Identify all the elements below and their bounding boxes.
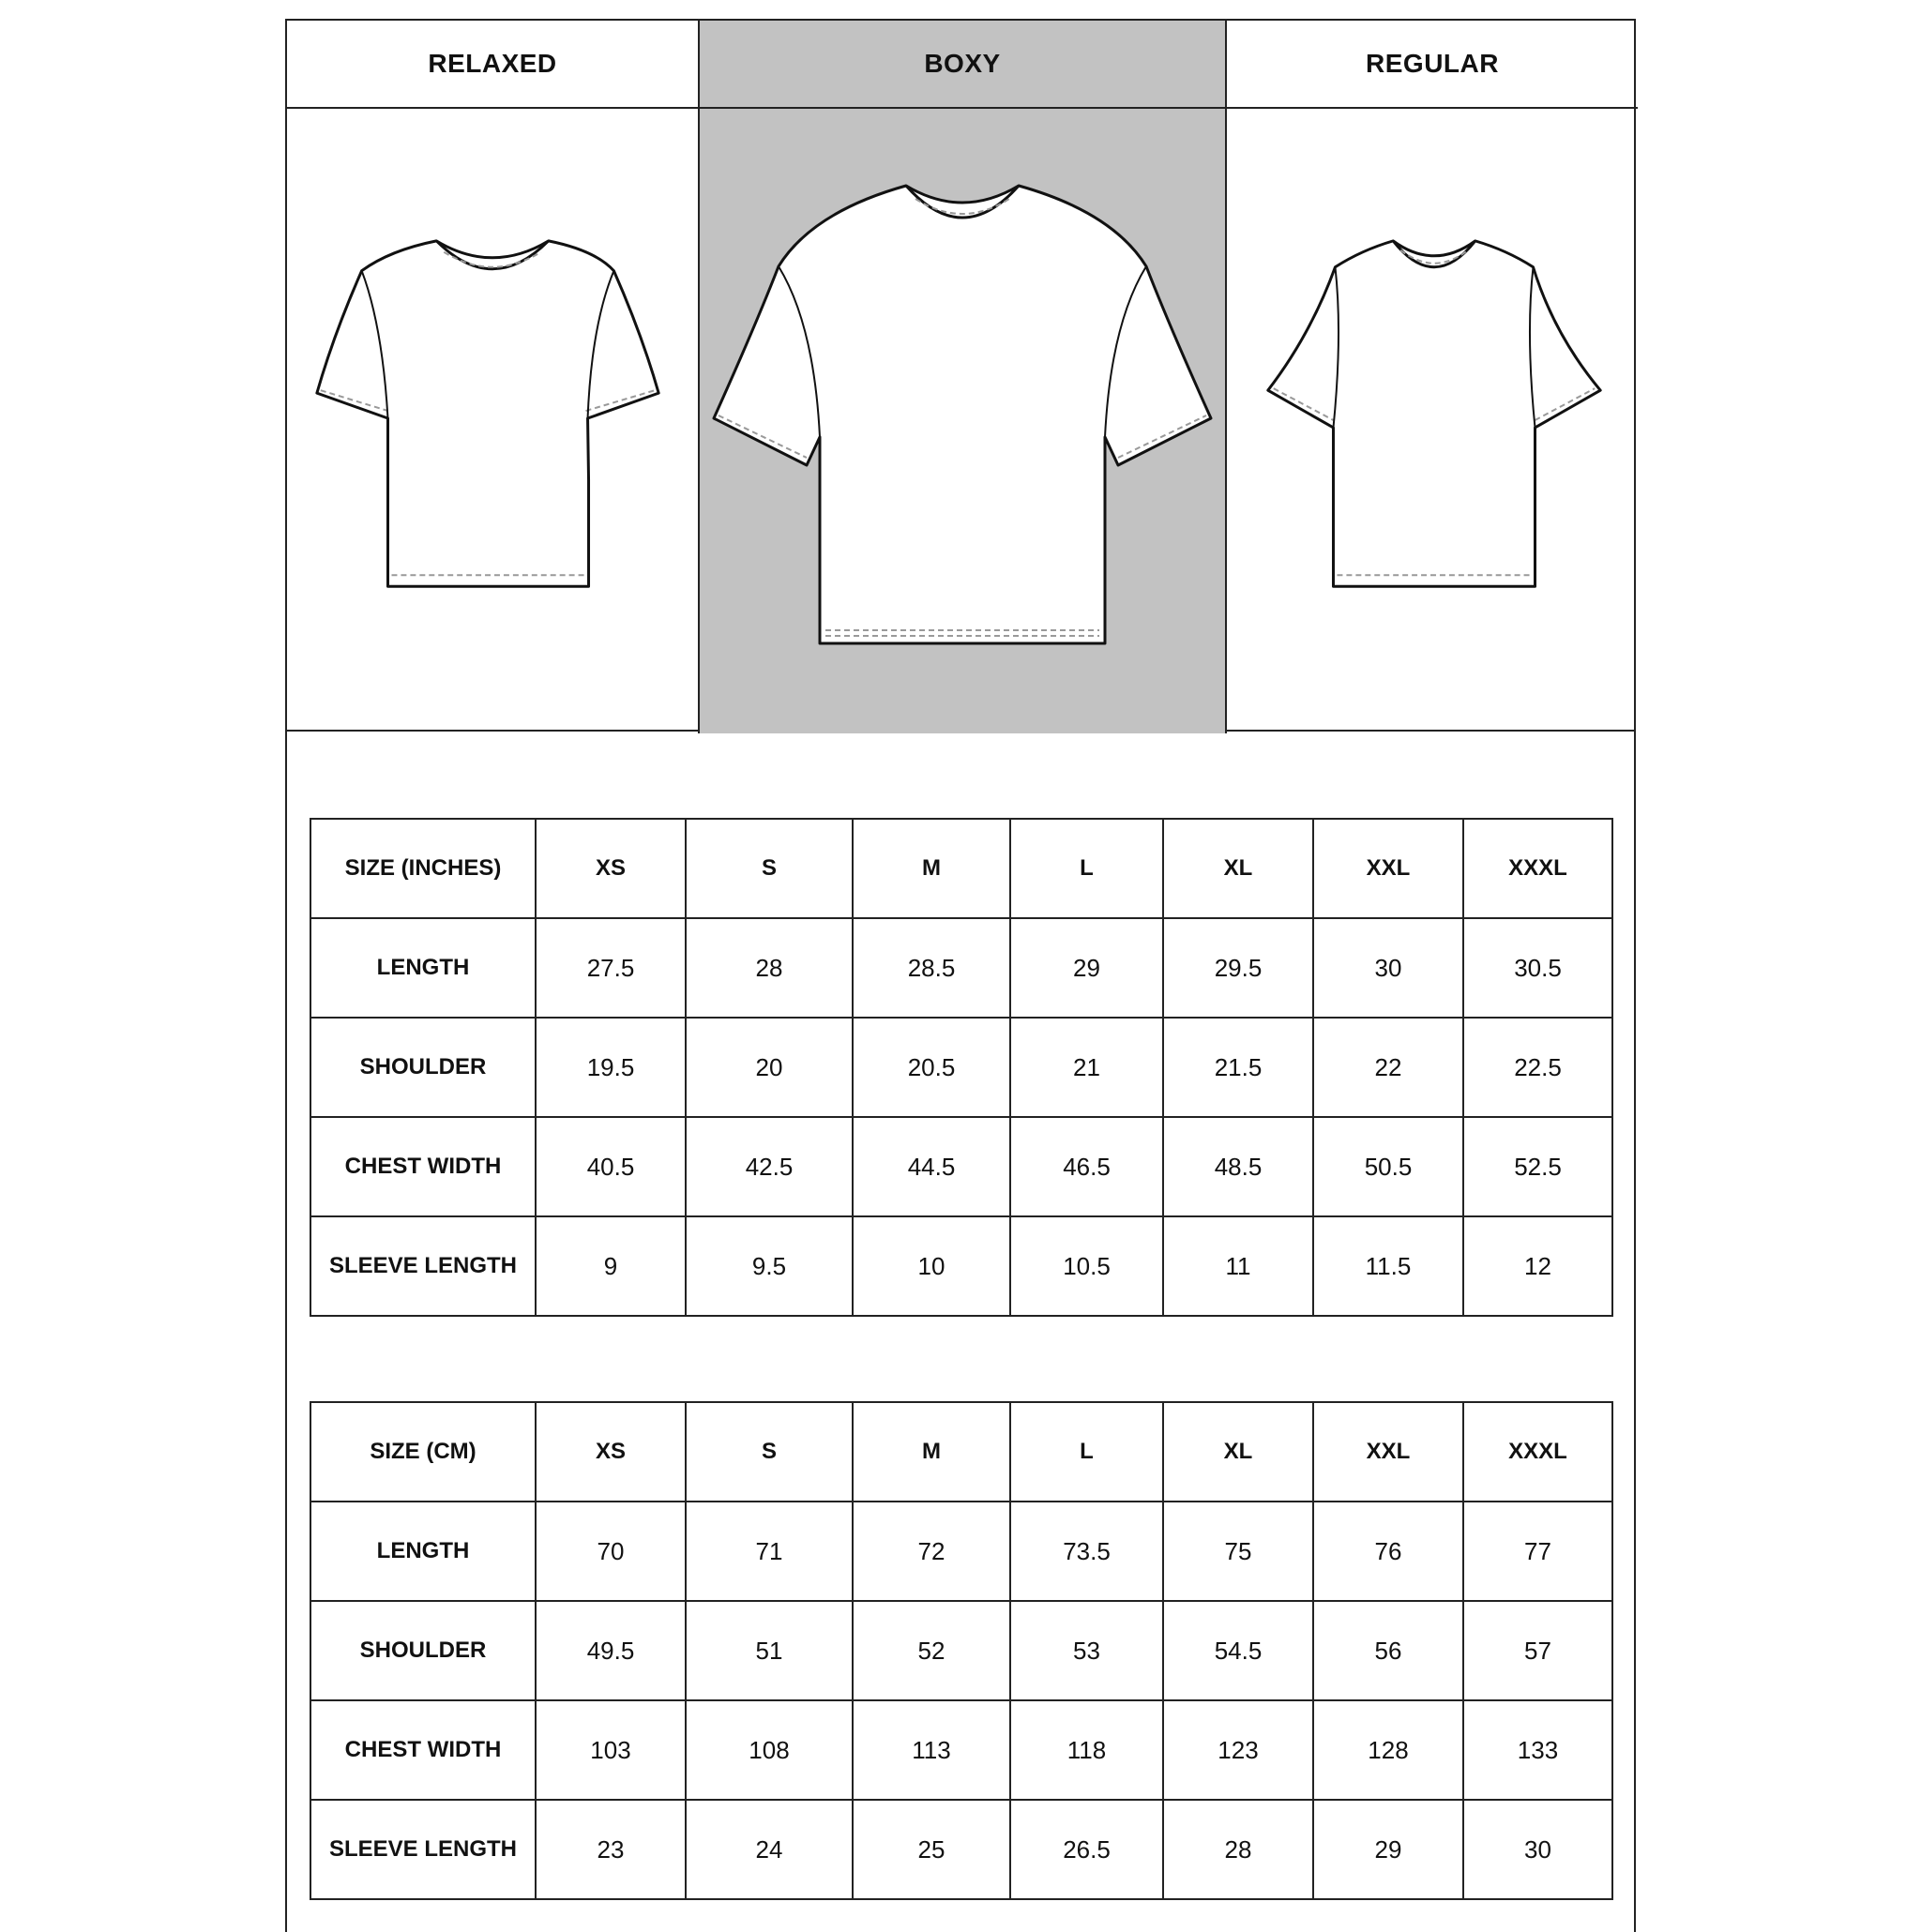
value-cell: 30: [1463, 1800, 1612, 1899]
header-cell: XS: [536, 1402, 686, 1502]
value-cell: 20.5: [853, 1018, 1010, 1117]
value-cell: 10: [853, 1216, 1010, 1316]
fit-image-boxy: [700, 109, 1225, 733]
value-cell: 50.5: [1313, 1117, 1463, 1216]
table-header-row: [310, 819, 1612, 918]
value-cell: 23: [536, 1800, 686, 1899]
header-cell: XS: [536, 819, 686, 918]
value-cell: 20: [686, 1018, 853, 1117]
value-cell: 29.5: [1163, 918, 1313, 1018]
value-cell: 72: [853, 1502, 1010, 1601]
value-cell: 49.5: [536, 1601, 686, 1700]
value-cell: 21.5: [1163, 1018, 1313, 1117]
fit-comparison: [285, 19, 1636, 732]
value-cell: 22: [1313, 1018, 1463, 1117]
fit-image-regular: [1225, 109, 1638, 733]
value-cell: 19.5: [536, 1018, 686, 1117]
fit-label-boxy: BOXY: [700, 21, 1225, 109]
value-cell: 118: [1010, 1700, 1163, 1800]
value-cell: 56: [1313, 1601, 1463, 1700]
row-label: SHOULDER: [310, 1018, 536, 1117]
regular-tshirt-icon: [1227, 109, 1638, 733]
header-cell: XL: [1163, 1402, 1313, 1502]
table-row: [310, 1018, 1612, 1117]
header-cell: L: [1010, 819, 1163, 918]
value-cell: 24: [686, 1800, 853, 1899]
value-cell: 113: [853, 1700, 1010, 1800]
value-cell: 133: [1463, 1700, 1612, 1800]
fit-label-regular: REGULAR: [1225, 21, 1638, 109]
row-label: LENGTH: [310, 1502, 536, 1601]
table-row: [310, 1117, 1612, 1216]
fit-label-relaxed: RELAXED: [287, 21, 700, 109]
row-label: SHOULDER: [310, 1601, 536, 1700]
boxy-tshirt-icon: [700, 109, 1225, 733]
value-cell: 26.5: [1010, 1800, 1163, 1899]
value-cell: 29: [1010, 918, 1163, 1018]
header-cell: XXXL: [1463, 819, 1612, 918]
fit-image-relaxed: [287, 109, 700, 733]
table-header-row: [310, 1402, 1612, 1502]
row-label: CHEST WIDTH: [310, 1117, 536, 1216]
header-cell: S: [686, 819, 853, 918]
value-cell: 57: [1463, 1601, 1612, 1700]
value-cell: 22.5: [1463, 1018, 1612, 1117]
value-cell: 77: [1463, 1502, 1612, 1601]
header-cell: XXL: [1313, 1402, 1463, 1502]
value-cell: 71: [686, 1502, 853, 1601]
value-cell: 76: [1313, 1502, 1463, 1601]
value-cell: 29: [1313, 1800, 1463, 1899]
value-cell: 28.5: [853, 918, 1010, 1018]
value-cell: 42.5: [686, 1117, 853, 1216]
value-cell: 53: [1010, 1601, 1163, 1700]
size-table-cm: [310, 1401, 1613, 1900]
value-cell: 48.5: [1163, 1117, 1313, 1216]
value-cell: 54.5: [1163, 1601, 1313, 1700]
value-cell: 30: [1313, 918, 1463, 1018]
value-cell: 11: [1163, 1216, 1313, 1316]
value-cell: 75: [1163, 1502, 1313, 1601]
table-row: [310, 1700, 1612, 1800]
header-cell: SIZE (INCHES): [310, 819, 536, 918]
value-cell: 10.5: [1010, 1216, 1163, 1316]
value-cell: 40.5: [536, 1117, 686, 1216]
value-cell: 52.5: [1463, 1117, 1612, 1216]
header-cell: XXL: [1313, 819, 1463, 918]
header-cell: XL: [1163, 819, 1313, 918]
value-cell: 52: [853, 1601, 1010, 1700]
value-cell: 25: [853, 1800, 1010, 1899]
size-table-inches: [310, 818, 1613, 1317]
table-row: [310, 918, 1612, 1018]
value-cell: 11.5: [1313, 1216, 1463, 1316]
header-cell: S: [686, 1402, 853, 1502]
row-label: CHEST WIDTH: [310, 1700, 536, 1800]
value-cell: 30.5: [1463, 918, 1612, 1018]
row-label: LENGTH: [310, 918, 536, 1018]
value-cell: 46.5: [1010, 1117, 1163, 1216]
value-cell: 27.5: [536, 918, 686, 1018]
row-label: SLEEVE LENGTH: [310, 1216, 536, 1316]
value-cell: 123: [1163, 1700, 1313, 1800]
value-cell: 12: [1463, 1216, 1612, 1316]
table-row: [310, 1502, 1612, 1601]
value-cell: 21: [1010, 1018, 1163, 1117]
value-cell: 73.5: [1010, 1502, 1163, 1601]
header-cell: SIZE (CM): [310, 1402, 536, 1502]
row-label: SLEEVE LENGTH: [310, 1800, 536, 1899]
value-cell: 103: [536, 1700, 686, 1800]
value-cell: 51: [686, 1601, 853, 1700]
value-cell: 9.5: [686, 1216, 853, 1316]
value-cell: 9: [536, 1216, 686, 1316]
table-row: [310, 1601, 1612, 1700]
value-cell: 44.5: [853, 1117, 1010, 1216]
value-cell: 108: [686, 1700, 853, 1800]
header-cell: L: [1010, 1402, 1163, 1502]
value-cell: 28: [686, 918, 853, 1018]
value-cell: 28: [1163, 1800, 1313, 1899]
table-row: [310, 1800, 1612, 1899]
value-cell: 70: [536, 1502, 686, 1601]
header-cell: M: [853, 1402, 1010, 1502]
relaxed-tshirt-icon: [287, 109, 698, 733]
header-cell: M: [853, 819, 1010, 918]
value-cell: 128: [1313, 1700, 1463, 1800]
header-cell: XXXL: [1463, 1402, 1612, 1502]
table-row: [310, 1216, 1612, 1316]
